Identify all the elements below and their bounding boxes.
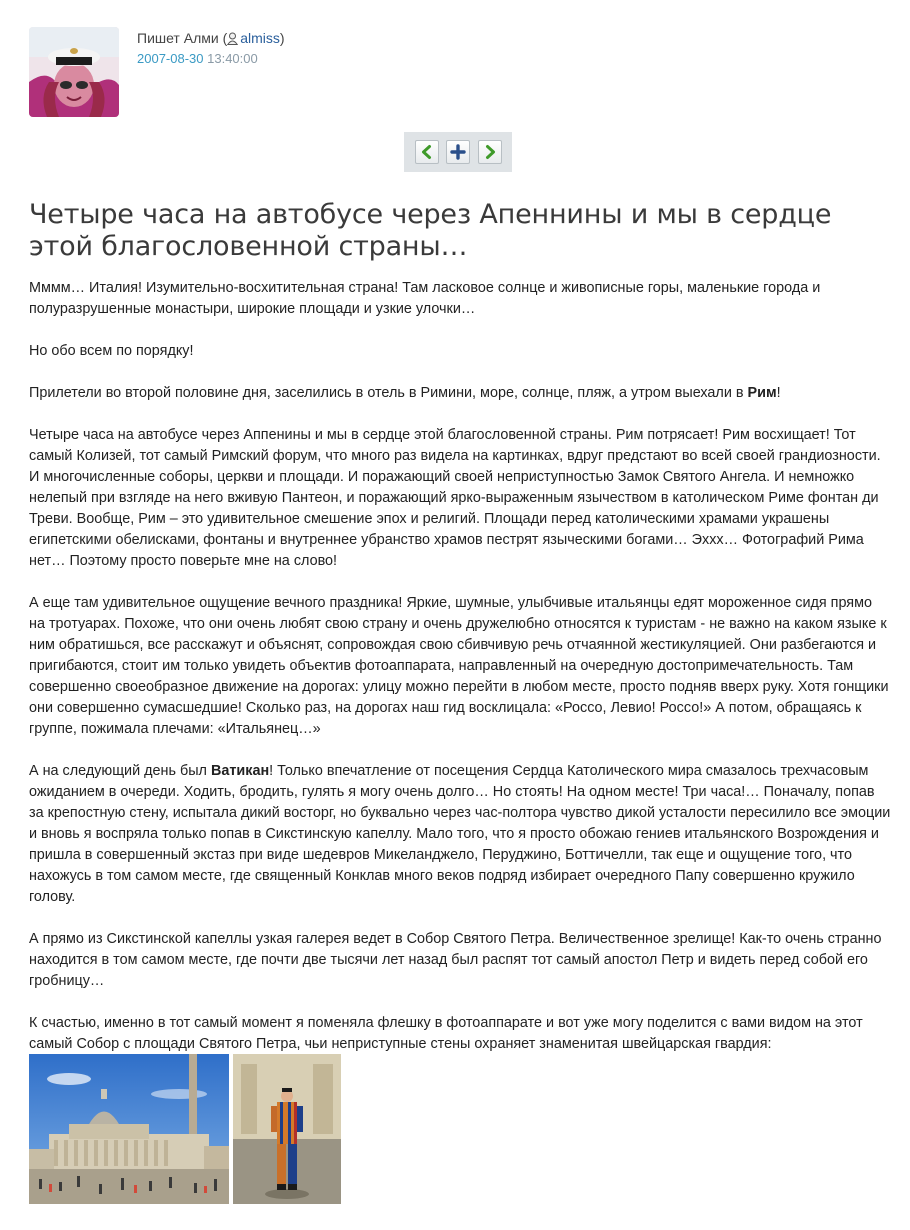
next-post-button[interactable] xyxy=(478,140,502,164)
paragraph: К счастью, именно в тот самый момент я поменяла флешку в фотоаппарате и вот уже могу поделится с вами видом на этот самый Собор с площади Святого Петра, чьи неприступные стены охраняет знаменитая швейцарская гвардия: xyxy=(29,1015,863,1052)
add-button[interactable] xyxy=(446,140,470,164)
paragraph: Но обо всем по порядку! xyxy=(29,343,194,359)
paragraph xyxy=(29,761,891,908)
st-peters-square-photo[interactable] xyxy=(29,1054,229,1204)
paragraph xyxy=(29,383,891,404)
paragraph-text: ! xyxy=(776,385,781,401)
user-icon xyxy=(227,32,238,45)
author-suffix: ) xyxy=(279,30,285,46)
post-time: 13:40:00 xyxy=(207,51,258,66)
paragraph-text: ! Только впечатление от посещения Сердца Католического мира смазалось трехчасовым ожиданием в очереди. Ходить, бродить, гулять я могу очень долго… Но стоять! На одном месте! Три часа!… Поначалу, попав за крепостную стену, испытала дикий восторг, но буквально через час-полтора чувство дикой усталости пересилило все эмоции и вновь я воспряла только попав в Сикстинскую капеллу. Мало того, что я просто обожаю гениев итальянского Возрождения и пришла в совершенный экстаз при виде шедевров Микеланджело, Перуджино, Боттичелли, так еще и ощущение того, что нахожусь в том самом месте, где священный Конклав много веков подряд избирает очередного Папу совершенно кружило голову. xyxy=(29,763,891,905)
post-datetime xyxy=(137,51,258,66)
swiss-guard-photo[interactable] xyxy=(233,1054,341,1204)
prev-post-button[interactable] xyxy=(415,140,439,164)
plus-icon xyxy=(450,144,466,160)
paragraph: Мммм… Италия! Изумительно-восхитительная страна! Там ласковое солнце и живописные горы, маленькие города и полуразрушенные монастыри, широкие площади и узкие улочки… xyxy=(29,280,821,317)
author-username-link[interactable]: almiss xyxy=(240,30,280,46)
paragraph: Четыре часа на автобусе через Аппенины и мы в сердце этой благословенной страны. Рим потрясает! Рим восхищает! Тот самый Колизей, тот самый Римский форум, что много раз видела на картинках, вдруг предстают во всей своей грандиозности. И многочисленные соборы, церкви и площади. И поражающий своей неприступностью Замок Святого Ангела. И немножко нелепый при взгляде на него вживую Пантеон, и поражающий ярко-выраженным язычеством в католическом Риме фонтан ди Треви. Вообще, Рим – это удивительное смешение эпох и религий. Площади перед католическими храмами украшены египетскими обелисками, фонтаны и внутреннее убранство храмов пестрят языческими богами… Эххх… Фотографий Рима нет… Поэтому просто поверьте мне на слово! xyxy=(29,427,881,569)
post-title: Четыре часа на автобусе через Апеннины и мы в сердце этой благословенной страны… xyxy=(29,199,832,262)
avatar-photo xyxy=(29,27,119,117)
paragraph: А еще там удивительное ощущение вечного праздника! Яркие, шумные, улыбчивые итальянцы едят мороженное сидя прямо на тротуарах. Похоже, что они очень любят свою страну и очень дружелюбно относятся к туристам - не важно на каком языке к ним обратишься, все расскажут и объяснят, сопровождая свою сбивчивую речь отчаянной жестикуляцией. Они разбегаются и пригибаются, стоит им только увидеть объектив фотоаппарата, направленный на очередную достопримечательность. Там совершенно своеобразное движение на дорогах: улицу можно перейти в любом месте, просто подняв вверх руку. Хотя гонщики они совершенно сумасшедшие! Сколько раз, на дорогах наш гид восклицала: «Россо, Левио! Россо!» А потом, обращаясь к группе, пожимала плечами: «Итальянец…» xyxy=(29,595,889,737)
bold-rome: Рим xyxy=(747,385,777,401)
paragraph-text: А на следующий день был xyxy=(29,763,211,779)
paragraph-text: Прилетели во второй половине дня, заселились в отель в Римини, море, солнце, пляж, а утром выехали в xyxy=(29,385,748,401)
avatar[interactable] xyxy=(29,27,119,117)
paragraph: А прямо из Сикстинской капеллы узкая галерея ведет в Собор Святого Петра. Величественное зрелище! Как-то очень странно находится в том самом месте, где почти две тысячи лет назад был распят тот самый апостол Петр и видеть перед собой его гробницу… xyxy=(29,931,882,989)
post-date[interactable]: 2007-08-30 xyxy=(137,51,204,66)
bold-vatican: Ватикан xyxy=(210,763,270,779)
author-prefix: Пишет Алми ( xyxy=(137,30,228,46)
arrow-left-icon xyxy=(419,144,435,160)
post-body xyxy=(29,278,891,1076)
arrow-right-icon xyxy=(482,144,498,160)
author-line xyxy=(137,30,285,46)
post-navigation xyxy=(404,132,512,172)
